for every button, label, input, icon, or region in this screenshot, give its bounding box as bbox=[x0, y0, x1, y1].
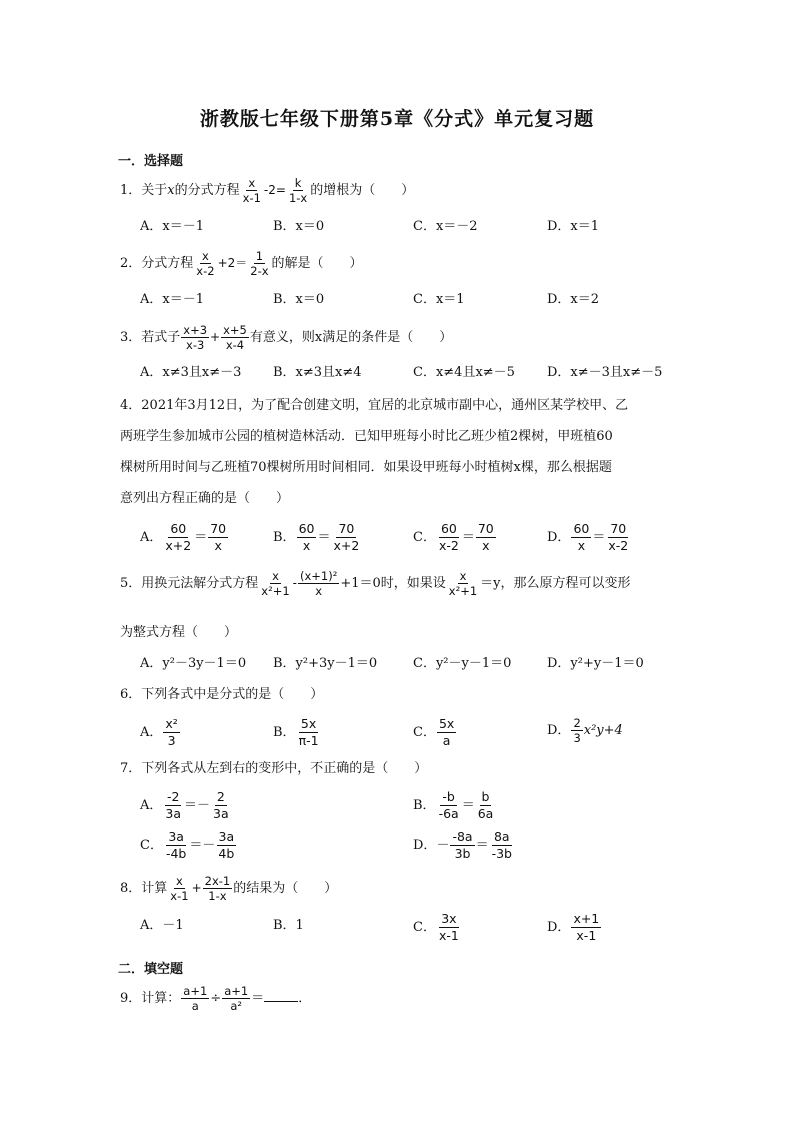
question-3-option-b: B．x≠3且x≠4 bbox=[273, 365, 362, 380]
question-1-option-b: B．x＝0 bbox=[273, 219, 325, 234]
question-4-option-b: B． $\frac{60}{x}$ ＝ $\frac{70}{x+2}$ bbox=[273, 521, 360, 553]
question-4-line-3: 棵树所用时间与乙班植70棵树所用时间相同．如果设甲班每小时植树x棵，那么根据题 bbox=[120, 460, 612, 475]
question-6-option-a: A． $\frac{\text{x²}}{3}$ bbox=[140, 716, 178, 748]
fraction: $\frac{x}{x-1}$ bbox=[242, 176, 261, 205]
page-title: 浙教版七年级下册第5章《分式》单元复习题 bbox=[199, 108, 595, 130]
fraction: $\frac{x+3}{x-3}$ bbox=[183, 323, 208, 352]
fraction: $\frac{k}{1-x}$ bbox=[288, 176, 308, 205]
question-5-option-c: C．y²－y－1＝0 bbox=[413, 656, 512, 671]
question-8-stem: 8．计算 $\frac{x}{x-1}$ + $\frac{2x-1}{1-x}$ 的结果为（ ） bbox=[120, 874, 338, 903]
section-choice-heading: 一．选择题 bbox=[118, 154, 184, 169]
fraction: $\frac{2x-1}{1-x}$ bbox=[204, 874, 231, 903]
fraction: $\frac{a+1}{a}$ bbox=[183, 984, 208, 1013]
question-7-option-c: C． $\frac{3a}{-4b}$ ＝－ $\frac{3a}{4b}$ bbox=[140, 829, 235, 861]
fraction: $\frac{x}{\text{x²+1}}$ bbox=[448, 569, 478, 598]
question-9-stem: 9．计算： $\frac{a+1}{a}$ ÷ $\frac{a+1}{\text{a²}}$ ＝ ． bbox=[120, 984, 312, 1013]
question-4-option-c: C． $\frac{60}{x-2}$ ＝ $\frac{70}{x}$ bbox=[413, 521, 494, 553]
question-1-option-d: D．x＝1 bbox=[547, 219, 600, 234]
question-7-option-b: B． $\frac{-b}{-6a}$ ＝ $\frac{b}{6a}$ bbox=[413, 789, 494, 821]
question-4-option-a: A． $\frac{60}{x+2}$ ＝ $\frac{70}{x}$ bbox=[140, 521, 227, 553]
answer-blank[interactable] bbox=[264, 989, 298, 1002]
question-7-option-a: A． $\frac{-2}{3a}$ ＝－ $\frac{2}{3a}$ bbox=[140, 789, 229, 821]
question-2-option-a: A．x＝－1 bbox=[140, 292, 204, 307]
question-3-stem: 3．若式子 $\frac{x+3}{x-3}$ + $\frac{x+5}{x-4}$ 有意义，则x满足的条件是（ ） bbox=[120, 323, 453, 352]
question-6-stem: 6．下列各式中是分式的是（ ） bbox=[120, 687, 324, 702]
question-8-option-d: D． $\frac{x+1}{x-1}$ bbox=[547, 911, 600, 943]
question-2-option-d: D．x＝2 bbox=[547, 292, 600, 307]
fraction: $\frac{1}{2-x}$ bbox=[250, 249, 269, 278]
question-5-line-2: 为整式方程（ ） bbox=[120, 625, 238, 640]
question-2-option-b: B．x＝0 bbox=[273, 292, 325, 307]
fraction: $\frac{x}{\text{x²+1}}$ bbox=[261, 569, 290, 598]
question-7-option-d: D．－ $\frac{-8a}{3b}$ ＝ $\frac{8a}{-3b}$ bbox=[413, 829, 512, 861]
question-1-option-a: A．x＝－1 bbox=[140, 219, 204, 234]
question-1-stem: 1．关于x的分式方程 $\frac{x}{x-1}$ -2= $\frac{k}{1-x}$ 的增根为（ ） bbox=[120, 176, 415, 205]
section-fill-heading: 二．填空题 bbox=[118, 962, 184, 977]
fraction: $\frac{x}{x-2}$ bbox=[196, 249, 215, 278]
question-6-option-b: B． $\frac{5x}{\pi-1}$ bbox=[273, 716, 319, 748]
question-5-option-a: A．y²－3y－1＝0 bbox=[140, 656, 247, 671]
question-3-option-a: A．x≠3且x≠－3 bbox=[140, 365, 242, 380]
fraction: $\frac{x}{x-1}$ bbox=[170, 874, 189, 903]
question-2-option-c: C．x＝1 bbox=[413, 292, 465, 307]
question-4-option-d: D． $\frac{60}{x}$ ＝ $\frac{70}{x-2}$ bbox=[547, 521, 629, 553]
question-3-option-c: C．x≠4且x≠－5 bbox=[413, 365, 515, 380]
question-6-option-d: D． $\frac{2}{3}$ x²y+4 bbox=[547, 716, 623, 745]
question-5-option-d: D．y²+y－1＝0 bbox=[547, 656, 644, 671]
question-8-option-a: A．－1 bbox=[140, 918, 184, 933]
fraction: $\frac{\text{(x+1)²}}{x}$ bbox=[300, 569, 338, 598]
question-5-stem: 5．用换元法解分式方程 $\frac{x}{\text{x²+1}}$ - $\frac{\text{(x+1)²}}{x}$ +1＝0时，如果设 $\frac{x}{\text{x²+1}}$ ＝y，那么原方程可以变形 bbox=[120, 569, 631, 598]
question-1-option-c: C．x＝－2 bbox=[413, 219, 478, 234]
question-8-option-c: C． $\frac{3x}{x-1}$ bbox=[413, 911, 459, 943]
question-2-stem: 2．分式方程 $\frac{x}{x-2}$ +2＝ $\frac{1}{2-x}$ 的解是（ ） bbox=[120, 249, 363, 278]
fraction: $\frac{x+5}{x-4}$ bbox=[223, 323, 247, 352]
question-3-option-d: D．x≠－3且x≠－5 bbox=[547, 365, 663, 380]
question-7-stem: 7．下列各式从左到右的变形中，不正确的是（ ） bbox=[120, 761, 428, 776]
question-8-option-b: B．1 bbox=[273, 918, 304, 933]
question-4-line-4: 意列出方程正确的是（ ） bbox=[120, 491, 290, 506]
question-5-option-b: B．y²+3y－1＝0 bbox=[273, 656, 378, 671]
fraction: $\frac{a+1}{\text{a²}}$ bbox=[224, 984, 249, 1013]
question-4-line-2: 两班学生参加城市公园的植树造林活动．已知甲班每小时比乙班少植2棵树，甲班植60 bbox=[120, 429, 613, 444]
question-4-line-1: 4．2021年3月12日，为了配合创建文明，宜居的北京城市副中心，通州区某学校甲、乙 bbox=[120, 398, 629, 413]
question-6-option-c: C． $\frac{5x}{a}$ bbox=[413, 716, 455, 748]
